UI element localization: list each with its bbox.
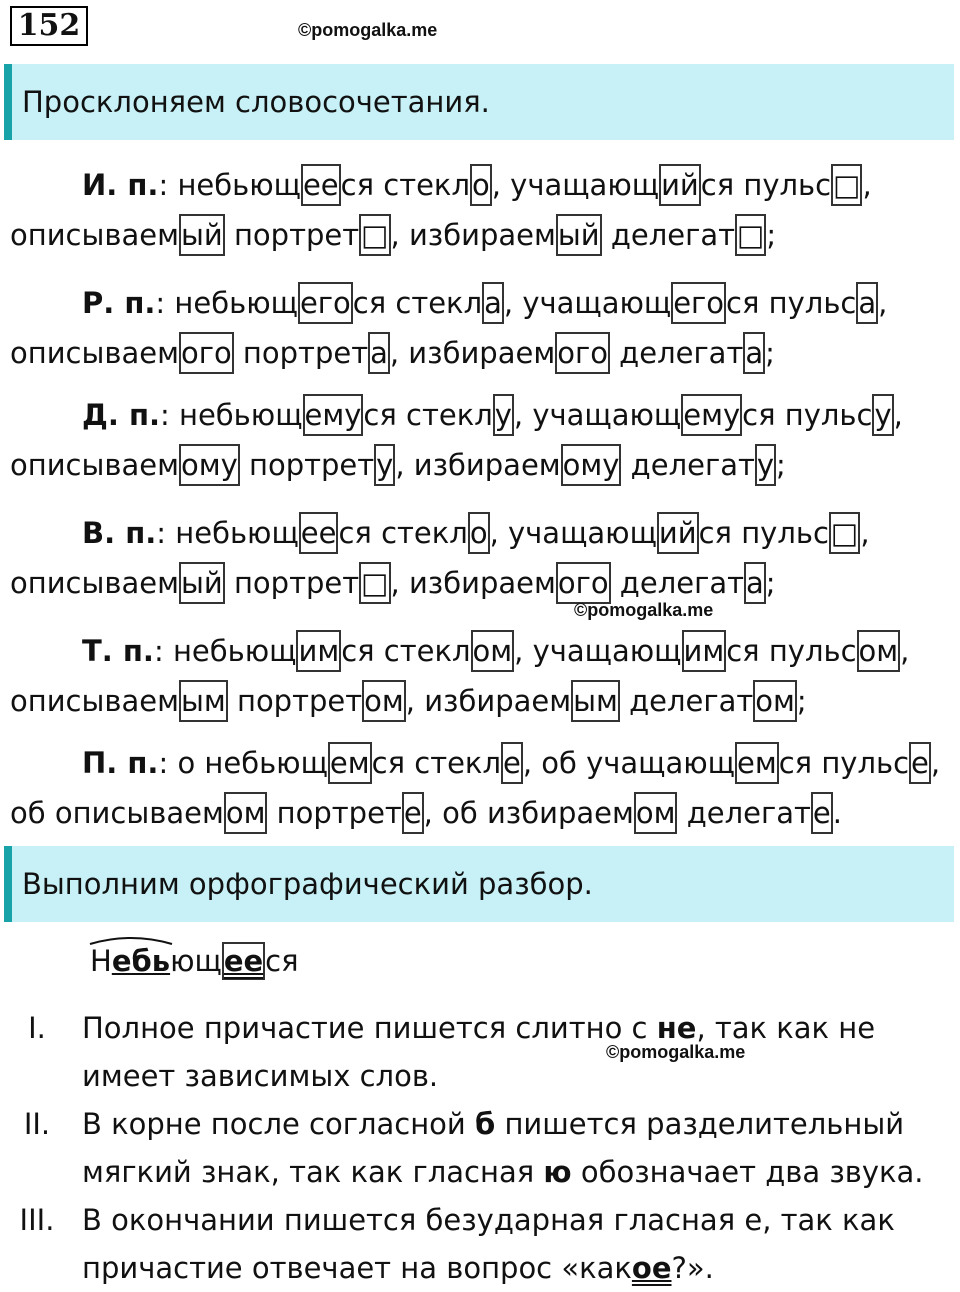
word-part: о небьющ <box>177 746 328 780</box>
word-part: , избираем <box>390 218 556 252</box>
case-label: Т. п. <box>82 634 154 668</box>
watermark-top: ©pomogalka.me <box>298 20 438 40</box>
ending-box: о <box>468 512 490 554</box>
punctuation: ; <box>765 336 775 370</box>
ending-box: ее <box>301 164 341 206</box>
parse-postfix: ся <box>265 944 299 978</box>
exercise-number: 152 <box>10 6 88 46</box>
word-part: портрет <box>267 796 402 830</box>
ending-box: ем <box>328 742 372 784</box>
parse-letter-1: Н <box>90 944 112 978</box>
parse-root-b: бь <box>131 944 171 978</box>
rule-text: , так как не <box>696 1011 876 1045</box>
ending-box: ым <box>179 680 228 722</box>
colon: : <box>160 398 179 432</box>
case-label: В. п. <box>82 516 157 550</box>
rule-keyword: ое <box>631 1251 672 1285</box>
ending-box: □ <box>359 562 390 604</box>
word-part: ся пульс <box>700 168 832 202</box>
case-line <box>10 278 950 328</box>
section-title-analysis: Выполним орфографический разбор. <box>4 846 954 922</box>
rule-keyword: не <box>656 1011 697 1045</box>
ending-box: ого <box>179 332 234 374</box>
rule-keyword: ю <box>543 1155 572 1189</box>
word-part: ся стекл <box>363 398 493 432</box>
word-part: , учащающ <box>491 168 660 202</box>
word-part: описываем <box>10 566 179 600</box>
word-part: , избираем <box>390 566 556 600</box>
rule-text: Полное причастие пишется слитно с <box>82 1011 657 1045</box>
word-part: портрет <box>224 566 360 600</box>
word-part: делегат <box>621 448 755 482</box>
parsed-word <box>90 936 299 986</box>
ending-box: ом <box>857 630 901 672</box>
ending-box: а <box>856 282 878 324</box>
ending-box: ему <box>681 394 742 436</box>
case-block <box>10 160 950 260</box>
case-line <box>10 788 950 838</box>
word-part: ся стекл <box>352 286 483 320</box>
word-part: делегат <box>601 218 735 252</box>
rule-text: В окончании пишется безударная гласная е, так как <box>82 1203 895 1237</box>
rule-number: I. <box>28 1011 46 1045</box>
rule-item <box>10 1004 950 1100</box>
rule-text: ?». <box>671 1251 714 1285</box>
word-part: описываем <box>10 448 179 482</box>
ending-box: ый <box>556 214 602 256</box>
rule-item <box>10 1100 950 1196</box>
ending-box: у <box>493 394 514 436</box>
ending-box: а <box>743 332 765 374</box>
ending-box: ий <box>659 164 701 206</box>
word-part: ся пульс <box>726 286 857 320</box>
colon: : <box>153 634 173 668</box>
ending-box: ом <box>753 680 797 722</box>
ending-box: ым <box>571 680 620 722</box>
ending-box: ому <box>561 444 622 486</box>
ending-box: а <box>482 282 504 324</box>
case-block <box>10 626 950 726</box>
word-part: портрет <box>233 336 369 370</box>
punctuation: ; <box>776 448 786 482</box>
ending-box: у <box>755 444 776 486</box>
punctuation: ; <box>766 218 777 252</box>
case-line <box>10 160 950 210</box>
case-block <box>10 278 950 378</box>
word-part: , учащающ <box>513 398 682 432</box>
word-part: делегат <box>619 684 754 718</box>
word-part: описываем <box>10 218 179 252</box>
word-part: портрет <box>239 448 375 482</box>
ending-box: а <box>368 332 390 374</box>
word-part: , избираем <box>389 336 556 370</box>
ending-box: □ <box>359 214 390 256</box>
word-part: ся стекл <box>340 168 470 202</box>
section-title-decline: Просклоняем словосочетания. <box>4 64 954 140</box>
ending-box: ого <box>556 562 611 604</box>
ending-box: а <box>744 562 766 604</box>
ending-box: его <box>671 282 726 324</box>
colon: : <box>158 168 178 202</box>
parse-prefix: е <box>111 944 132 978</box>
rule-text: имеет зависимых слов. <box>82 1059 439 1093</box>
word-part: ся стекл <box>338 516 468 550</box>
punctuation: , <box>878 286 888 320</box>
ending-box: им <box>296 630 341 672</box>
word-part: ся стекл <box>371 746 501 780</box>
ending-box: ее <box>299 512 339 554</box>
case-label: П. п. <box>82 746 159 780</box>
ending-box: е <box>811 792 833 834</box>
word-part: , учащающ <box>514 634 682 668</box>
case-label: Д. п. <box>82 398 160 432</box>
word-part: ся пульс <box>726 634 857 668</box>
ending-box: ему <box>303 394 364 436</box>
ending-box: ый <box>179 562 225 604</box>
ending-box: е <box>909 742 931 784</box>
ending-box: ый <box>179 214 225 256</box>
case-line <box>10 210 950 260</box>
word-part: , избираем <box>405 684 572 718</box>
word-part: небьющ <box>174 286 298 320</box>
word-part: небьющ <box>177 168 301 202</box>
word-part: делегат <box>677 796 811 830</box>
word-part: описываем <box>10 336 179 370</box>
rules-list <box>10 1004 950 1292</box>
case-block <box>10 508 950 608</box>
word-part: делегат <box>609 336 744 370</box>
ending-box: е <box>402 792 424 834</box>
punctuation: , <box>893 398 903 432</box>
word-part: небьющ <box>175 516 299 550</box>
watermark-bottom: ©pomogalka.me <box>606 1042 746 1062</box>
ending-box: о <box>470 164 492 206</box>
colon: : <box>156 516 176 550</box>
word-part: описываем <box>10 684 179 718</box>
case-label: И. п. <box>82 168 159 202</box>
ending-box: ому <box>179 444 240 486</box>
case-line <box>10 328 950 378</box>
ending-box: его <box>298 282 353 324</box>
colon: : <box>155 286 175 320</box>
ending-box: □ <box>735 214 766 256</box>
rule-text: причастие отвечает на вопрос «как <box>82 1251 632 1285</box>
case-block <box>10 738 950 838</box>
word-part: портрет <box>227 684 363 718</box>
punctuation: , <box>860 516 870 550</box>
punctuation: , <box>930 746 941 780</box>
ending-box: у <box>872 394 893 436</box>
ending-box: е <box>501 742 523 784</box>
rule-text: В корне после согласной <box>82 1107 475 1141</box>
word-part: ся стекл <box>341 634 471 668</box>
word-part: , учащающ <box>503 286 672 320</box>
case-line <box>10 440 950 490</box>
word-part: ся пульс <box>778 746 910 780</box>
ending-box: у <box>374 444 395 486</box>
case-label: Р. п. <box>82 286 156 320</box>
parse-ending: ее <box>223 944 264 978</box>
punctuation: ; <box>765 566 776 600</box>
ending-box: ого <box>555 332 610 374</box>
rule-text: обозначает два звука. <box>571 1155 924 1189</box>
ending-box: □ <box>831 164 862 206</box>
ending-box: ем <box>735 742 779 784</box>
word-part: , об избираем <box>423 796 634 830</box>
word-part: ся пульс <box>742 398 873 432</box>
ending-box: ом <box>362 680 406 722</box>
rule-item <box>10 1196 950 1292</box>
punctuation: , <box>900 634 910 668</box>
ending-box: ом <box>634 792 678 834</box>
case-line <box>10 676 950 726</box>
case-line <box>10 738 950 788</box>
rule-text: пишется разделительный <box>495 1107 905 1141</box>
word-part: небьющ <box>172 634 297 668</box>
punctuation: , <box>862 168 872 202</box>
punctuation: ; <box>796 684 807 718</box>
ending-box: ий <box>657 512 699 554</box>
ending-box: им <box>682 630 727 672</box>
word-part: ся пульс <box>698 516 829 550</box>
word-part: , об учащающ <box>522 746 735 780</box>
parse-suffix: ющ <box>170 944 222 978</box>
word-part: портрет <box>224 218 360 252</box>
word-part: , избираем <box>395 448 561 482</box>
case-line <box>10 508 950 558</box>
word-part: небьющ <box>179 398 303 432</box>
case-line <box>10 626 950 676</box>
rule-text: мягкий знак, так как гласная <box>82 1155 544 1189</box>
rule-number: II. <box>23 1107 51 1141</box>
ending-box: ом <box>471 630 515 672</box>
word-part: , учащающ <box>489 516 657 550</box>
watermark-middle: ©pomogalka.me <box>574 600 714 620</box>
ending-box: ом <box>224 792 268 834</box>
rule-keyword: б <box>475 1107 496 1141</box>
case-block <box>10 390 950 490</box>
case-line <box>10 558 950 608</box>
word-part: делегат <box>610 566 744 600</box>
case-line <box>10 390 950 440</box>
rule-number: III. <box>19 1203 55 1237</box>
colon: : <box>158 746 178 780</box>
punctuation: . <box>832 796 842 830</box>
ending-box: □ <box>829 512 860 554</box>
word-part: об описываем <box>10 796 224 830</box>
